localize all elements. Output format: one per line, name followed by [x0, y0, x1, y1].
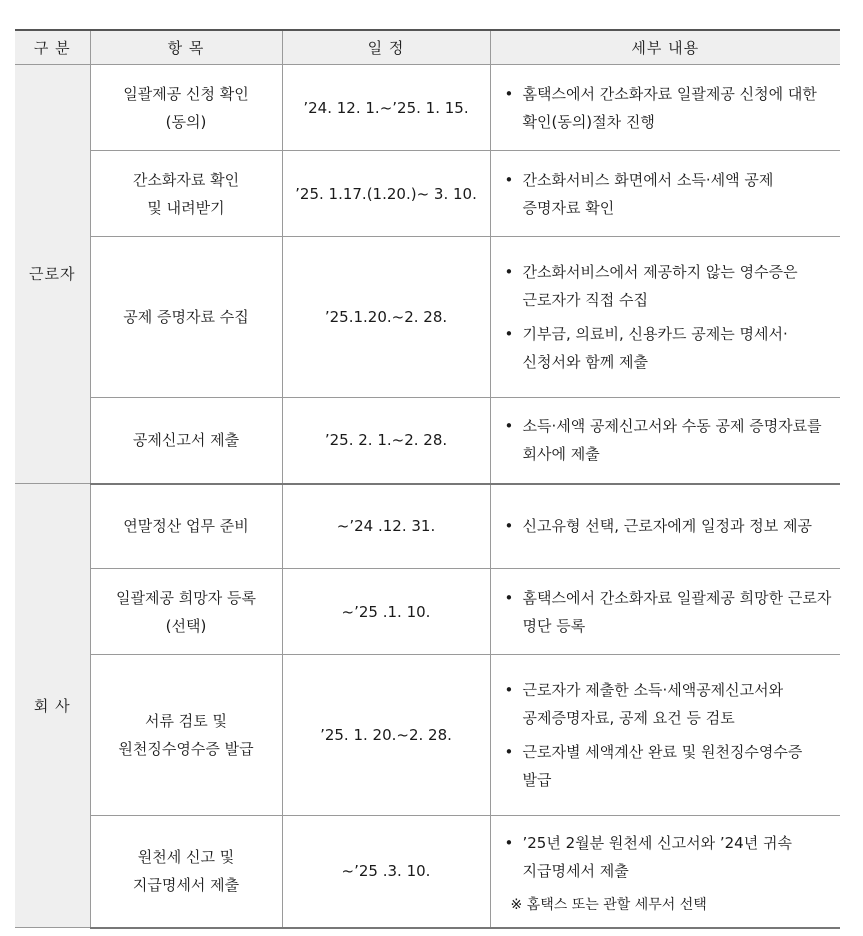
item-label: 일괄제공 희망자 등록 [116, 588, 256, 607]
schedule-cell: ~’24 .12. 31. [282, 484, 490, 569]
details-cell [490, 151, 840, 237]
item-label-line2: (동의) [165, 112, 207, 131]
schedule-cell: ’25. 2. 1.~2. 28. [282, 398, 490, 484]
schedule-cell: ~’25 .3. 10. [282, 816, 490, 928]
item-label: 연말정산 업무 준비 [123, 517, 249, 536]
detail-item: • 신고유형 선택, 근로자에게 일정과 정보 제공 [503, 512, 833, 540]
table-row [15, 484, 840, 569]
table-row [15, 569, 840, 655]
schedule-cell: ’24. 12. 1.~’25. 1. 15. [282, 65, 490, 151]
schedule-cell: ’25. 1. 20.~2. 28. [282, 655, 490, 816]
header-details: 세부 내용 [490, 30, 840, 65]
detail-item: • 홈택스에서 간소화자료 일괄제공 신청에 대한 확인(동의)절차 진행 [503, 80, 833, 136]
detail-item: • 간소화서비스에서 제공하지 않는 영수증은 근로자가 직접 수집 [503, 258, 833, 314]
item-cell [90, 237, 282, 398]
details-cell [490, 484, 840, 569]
item-label-line2: 원천징수영수증 발급 [118, 740, 254, 758]
item-cell [90, 65, 282, 151]
table-row [15, 151, 840, 237]
table-row [15, 816, 840, 928]
details-cell [490, 569, 840, 655]
table-row [15, 237, 840, 398]
item-cell [90, 655, 282, 816]
schedule-cell: ’25. 1.17.(1.20.)~ 3. 10. [282, 151, 490, 237]
details-cell [490, 65, 840, 151]
item-label: 원천세 신고 및 [137, 848, 235, 867]
header-item: 항 목 [90, 30, 282, 65]
item-cell [90, 816, 282, 928]
item-label: 일괄제공 신청 확인 [123, 84, 249, 103]
detail-note: ※ 홈택스 또는 관할 세무서 선택 [510, 897, 707, 914]
header-row [15, 30, 840, 65]
item-label: 서류 검토 및 [145, 712, 227, 730]
details-cell [490, 398, 840, 484]
item-cell [90, 569, 282, 655]
item-cell [90, 398, 282, 484]
item-label: 공제신고서 제출 [132, 431, 240, 450]
schedule-table [15, 29, 840, 929]
details-cell [490, 655, 840, 816]
item-label: 공제 증명자료 수집 [123, 308, 249, 326]
item-cell [90, 484, 282, 569]
category-worker: 근로자 [15, 65, 90, 484]
item-label-line2: 및 내려받기 [147, 198, 225, 217]
table-row [15, 65, 840, 151]
detail-item: • ’25년 2월분 원천세 신고서와 ’24년 귀속 지급명세서 제출 [503, 829, 833, 885]
item-cell [90, 151, 282, 237]
detail-item: • 소득·세액 공제신고서와 수동 공제 증명자료를 회사에 제출 [503, 412, 833, 468]
item-label-line2: 지급명세서 제출 [132, 876, 240, 895]
table-row [15, 398, 840, 484]
table-row [15, 655, 840, 816]
category-company: 회 사 [15, 484, 90, 928]
details-cell [490, 816, 840, 928]
schedule-cell: ’25.1.20.~2. 28. [282, 237, 490, 398]
details-cell [490, 237, 840, 398]
detail-item: • 기부금, 의료비, 신용카드 공제는 명세서·신청서와 함께 제출 [503, 320, 833, 376]
detail-item: • 간소화서비스 화면에서 소득·세액 공제 증명자료 확인 [503, 166, 833, 222]
item-label-line2: (선택) [165, 616, 207, 635]
header-schedule: 일 정 [282, 30, 490, 65]
detail-item: • 근로자별 세액계산 완료 및 원천징수영수증 발급 [503, 738, 833, 794]
schedule-cell: ~’25 .1. 10. [282, 569, 490, 655]
item-label: 간소화자료 확인 [132, 170, 240, 189]
detail-item: • 근로자가 제출한 소득·세액공제신고서와 공제증명자료, 공제 요건 등 검토 [503, 676, 833, 732]
detail-item: • 홈택스에서 간소화자료 일괄제공 희망한 근로자 명단 등록 [503, 584, 833, 640]
header-category: 구 분 [15, 30, 90, 65]
